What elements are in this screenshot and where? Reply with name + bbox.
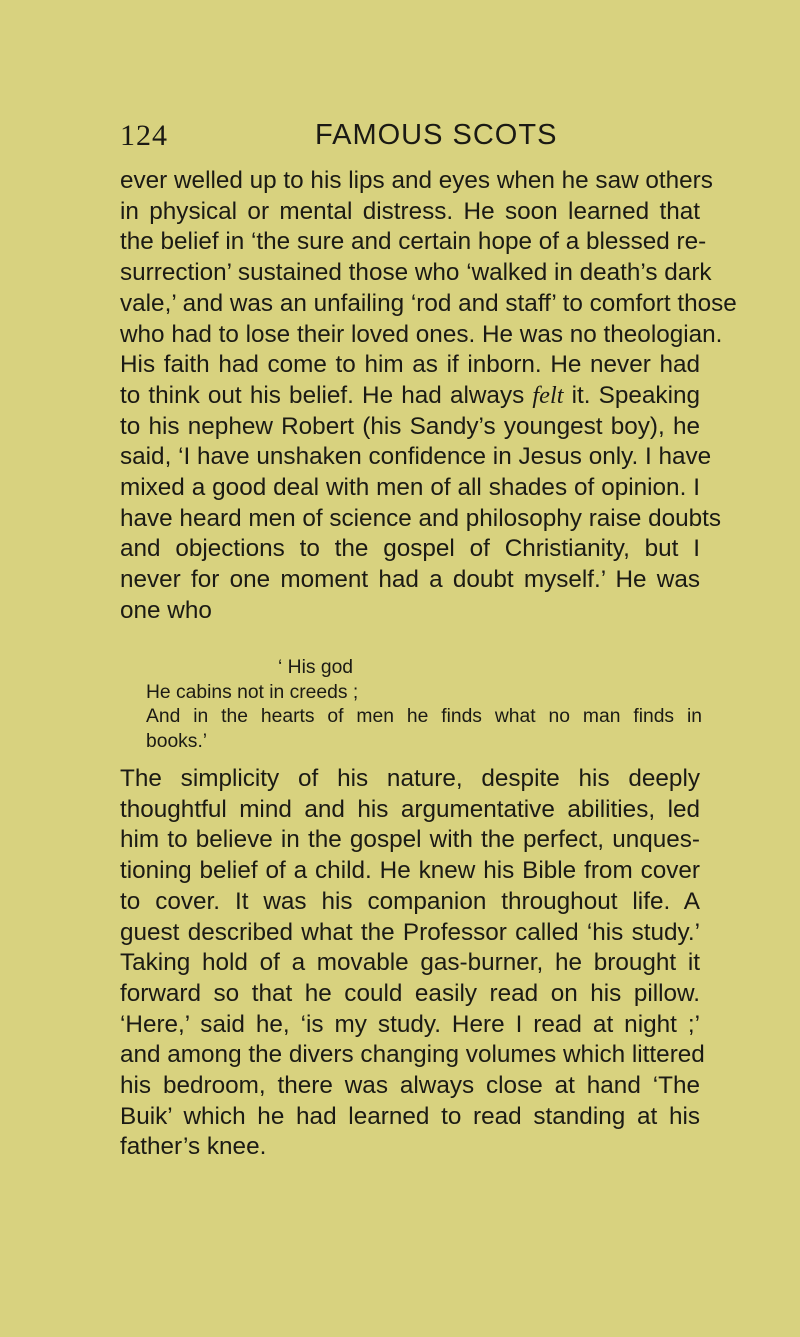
text-line: to his nephew Robert (his Sandy’s youngest boy), he xyxy=(120,412,700,440)
paragraph-2 xyxy=(120,764,705,1163)
text-line xyxy=(120,381,700,412)
text-line: have heard men of science and philosophy raise doubts xyxy=(120,504,722,532)
text-line: him to believe in the gospel with the perfect, unques- xyxy=(120,826,700,854)
text-line: The simplicity of his nature, despite his deeply xyxy=(120,765,700,792)
text-line: to cover. It was his companion throughout life. A xyxy=(120,887,700,915)
text-line: the belief in ‘the sure and certain hope of a blessed re- xyxy=(120,228,707,256)
text-line: said, ‘I have unshaken confidence in Jesus only. I have xyxy=(120,443,712,471)
text-line: who had to lose their loved ones. He was no theologian. xyxy=(120,320,723,348)
italic-word: felt xyxy=(532,381,564,409)
text-segment: to think out his belief. He had always xyxy=(120,381,525,409)
text-line: Taking hold of a movable gas-burner, he brought it xyxy=(120,949,700,977)
text-line: and objections to the gospel of Christianity, but I xyxy=(120,535,700,563)
verse-line: ‘ His god xyxy=(278,657,354,678)
text-line: one who xyxy=(120,596,212,624)
page-header xyxy=(120,119,700,159)
verse-line: He cabins not in creeds ; xyxy=(146,681,359,703)
text-line: mixed a good deal with men of all shades of opinion. I xyxy=(120,474,700,502)
text-line: His faith had come to him as if inborn. He never had xyxy=(120,351,700,379)
text-line: guest described what the Professor called ‘his study.’ xyxy=(120,918,700,946)
text-line: thoughtful mind and his argumentative abilities, led xyxy=(120,795,700,823)
running-title: FAMOUS SCOTS xyxy=(315,119,558,151)
paragraph-1 xyxy=(120,166,737,627)
verse-quotation xyxy=(146,656,702,754)
page-number: 124 xyxy=(120,119,168,152)
text-line: surrection’ sustained those who ‘walked in death’s dark xyxy=(120,259,712,287)
verse-line: books.’ xyxy=(146,730,208,752)
text-line: his bedroom, there was always close at hand ‘The xyxy=(120,1072,700,1100)
text-line: Buik’ which he had learned to read standing at his xyxy=(120,1102,700,1130)
text-line: and among the divers changing volumes which littered xyxy=(120,1041,705,1069)
text-line: ever welled up to his lips and eyes when he saw others xyxy=(120,167,713,194)
verse-line: And in the hearts of men he finds what no man finds in xyxy=(146,706,702,728)
text-line: forward so that he could easily read on his pillow. xyxy=(120,979,700,1007)
text-line: vale,’ and was an unfailing ‘rod and staff’ to comfort those xyxy=(120,289,737,317)
text-line: tioning belief of a child. He knew his Bible from cover xyxy=(120,857,700,885)
text-segment: it. Speaking xyxy=(563,381,701,409)
text-line: ‘Here,’ said he, ‘is my study. Here I read at night ;’ xyxy=(120,1010,700,1038)
text-line: father’s knee. xyxy=(120,1133,267,1161)
text-line: never for one moment had a doubt myself.’ He was xyxy=(120,566,700,594)
text-line: in physical or mental distress. He soon learned that xyxy=(120,197,700,225)
